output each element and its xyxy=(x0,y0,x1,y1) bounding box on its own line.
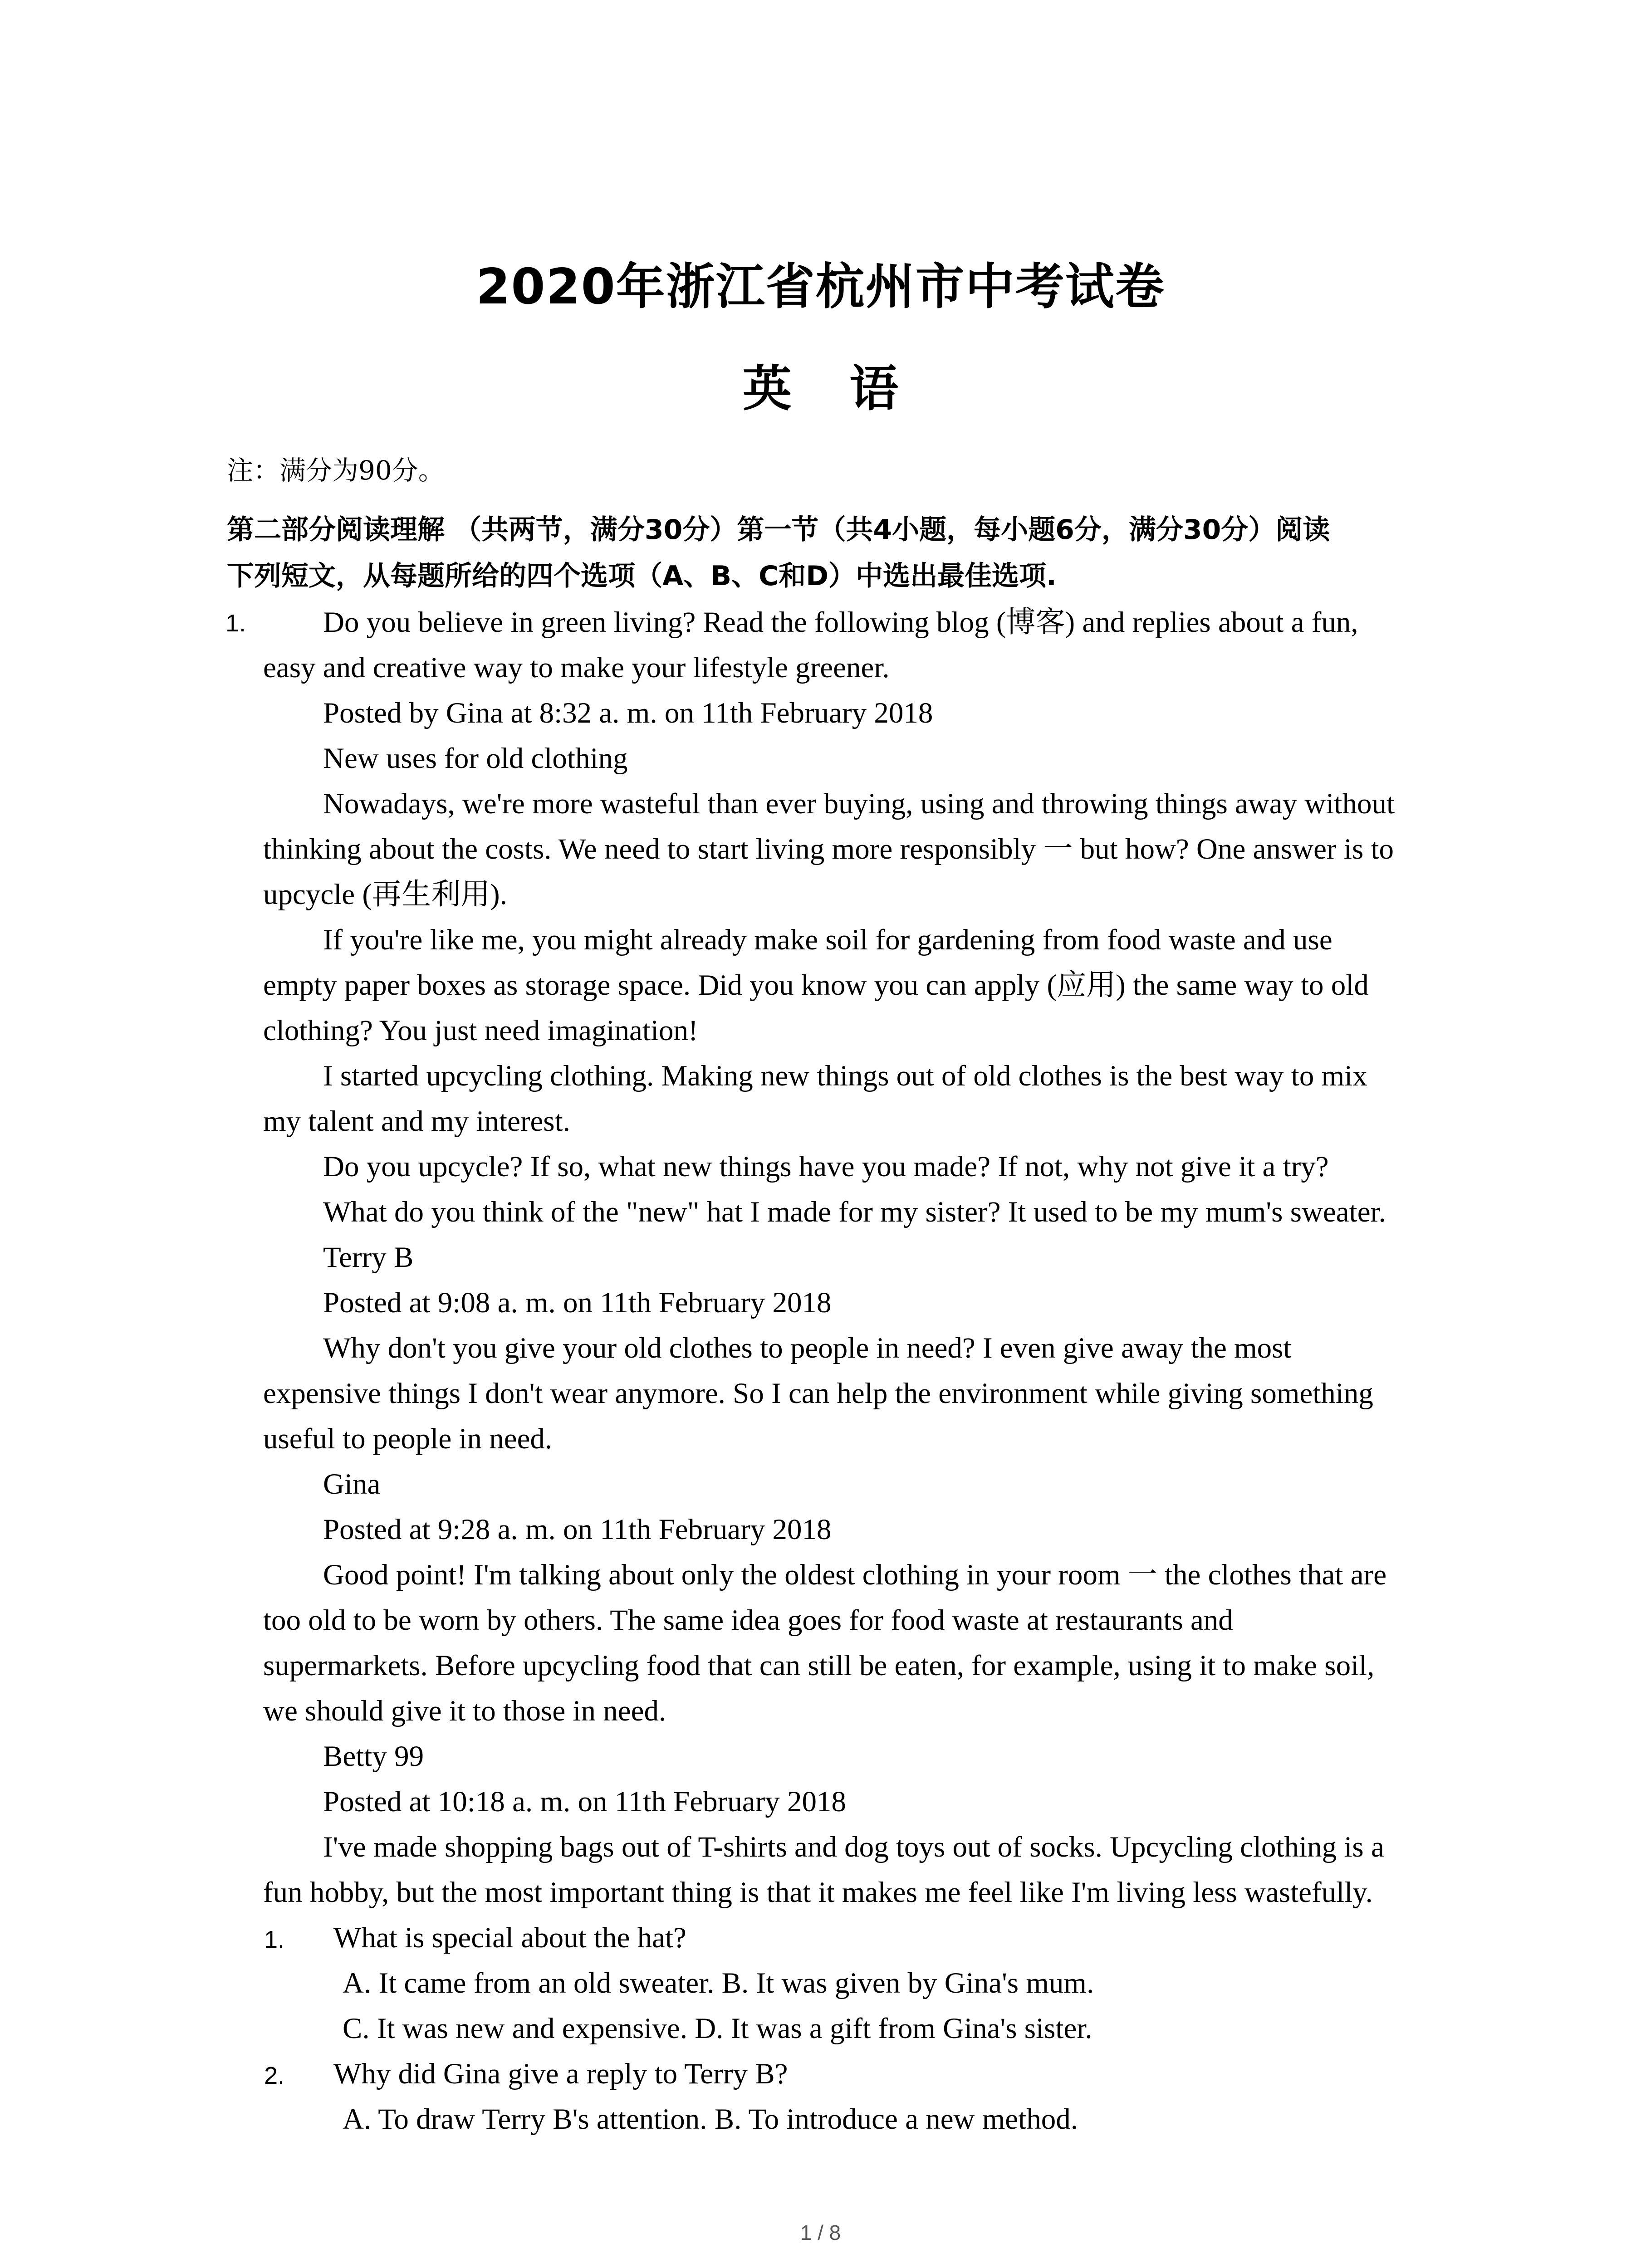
question-stem: What is special about the hat? xyxy=(333,1921,686,1954)
exam-title: 2020年浙江省杭州市中考试卷 xyxy=(476,259,1165,315)
passage-line: Why don't you give your old clothes to people in need? I even give away the most xyxy=(323,1332,1292,1364)
question-options: C. It was new and expensive. D. It was a gift from Gina's sister. xyxy=(343,2012,1092,2045)
passage-line: Good point! I'm talking about only the oldest clothing in your room 一 the clothes that are xyxy=(323,1559,1387,1591)
reply-author: Betty 99 xyxy=(323,1740,424,1773)
passage-line: upcycle (再生利用). xyxy=(263,878,507,911)
subject-title: 英 语 xyxy=(742,361,899,417)
question-stem: Why did Gina give a reply to Terry B? xyxy=(333,2058,788,2090)
question-number: 2. xyxy=(264,2062,285,2089)
passage-line: my talent and my interest. xyxy=(263,1105,570,1138)
passage-line: I started upcycling clothing. Making new things out of old clothes is the best way to mix xyxy=(323,1060,1367,1092)
reply-meta: Posted at 9:28 a. m. on 11th February 2018 xyxy=(323,1513,832,1546)
passage-line: supermarkets. Before upcycling food that can still be eaten, for example, using it to make soil, xyxy=(263,1649,1375,1682)
passage-line: Nowadays, we're more wasteful than ever buying, using and throwing things away without xyxy=(323,787,1395,820)
page-number: 1 / 8 xyxy=(800,2221,841,2244)
passage-number: 1. xyxy=(225,610,246,637)
passage-line: thinking about the costs. We need to start living more responsibly 一 but how? One answer is to xyxy=(263,833,1394,865)
passage-line: easy and creative way to make your lifestyle greener. xyxy=(263,651,890,684)
passage-line: clothing? You just need imagination! xyxy=(263,1014,698,1047)
question-number: 1. xyxy=(264,1926,285,1953)
score-note: 注：满分为90分。 xyxy=(227,455,445,486)
passage-line: Do you upcycle? If so, what new things have you made? If not, why not give it a try? xyxy=(323,1150,1329,1183)
passage-line: If you're like me, you might already make soil for gardening from food waste and use xyxy=(323,924,1332,956)
passage-line: fun hobby, but the most important thing is that it makes me feel like I'm living less wastefully. xyxy=(263,1876,1373,1909)
question-options: A. To draw Terry B's attention. B. To introduce a new method. xyxy=(343,2103,1078,2136)
section-heading-line-2: 下列短文，从每题所给的四个选项（A、B、C和D）中选出最佳选项. xyxy=(227,560,1057,592)
passage-line: useful to people in need. xyxy=(263,1422,553,1455)
section-heading-line-1: 第二部分阅读理解 （共两节，满分30分）第一节（共4小题，每小题6分，满分30分）阅读 xyxy=(227,514,1330,546)
passage-line: too old to be worn by others. The same idea goes for food waste at restaurants and xyxy=(263,1604,1233,1637)
reply-author: Gina xyxy=(323,1468,381,1501)
passage-line: I've made shopping bags out of T-shirts and dog toys out of socks. Upcycling clothing is a xyxy=(323,1831,1384,1863)
passage-line: What do you think of the "new" hat I made for my sister? It used to be my mum's sweater. xyxy=(323,1196,1386,1228)
passage-line: we should give it to those in need. xyxy=(263,1695,666,1727)
blog-post-meta: Posted by Gina at 8:32 a. m. on 11th February 2018 xyxy=(323,697,933,729)
reply-meta: Posted at 10:18 a. m. on 11th February 2018 xyxy=(323,1785,847,1818)
passage-line: Do you believe in green living? Read the following blog (博客) and replies about a fun, xyxy=(323,606,1358,639)
question-options: A. It came from an old sweater. B. It was given by Gina's mum. xyxy=(343,1967,1094,1999)
passage-line: expensive things I don't wear anymore. So I can help the environment while giving something xyxy=(263,1377,1373,1410)
passage-line: empty paper boxes as storage space. Did you know you can apply (应用) the same way to old xyxy=(263,969,1369,1002)
reply-meta: Posted at 9:08 a. m. on 11th February 2018 xyxy=(323,1286,832,1319)
blog-post-title: New uses for old clothing xyxy=(323,742,628,775)
reply-author: Terry B xyxy=(323,1241,414,1274)
